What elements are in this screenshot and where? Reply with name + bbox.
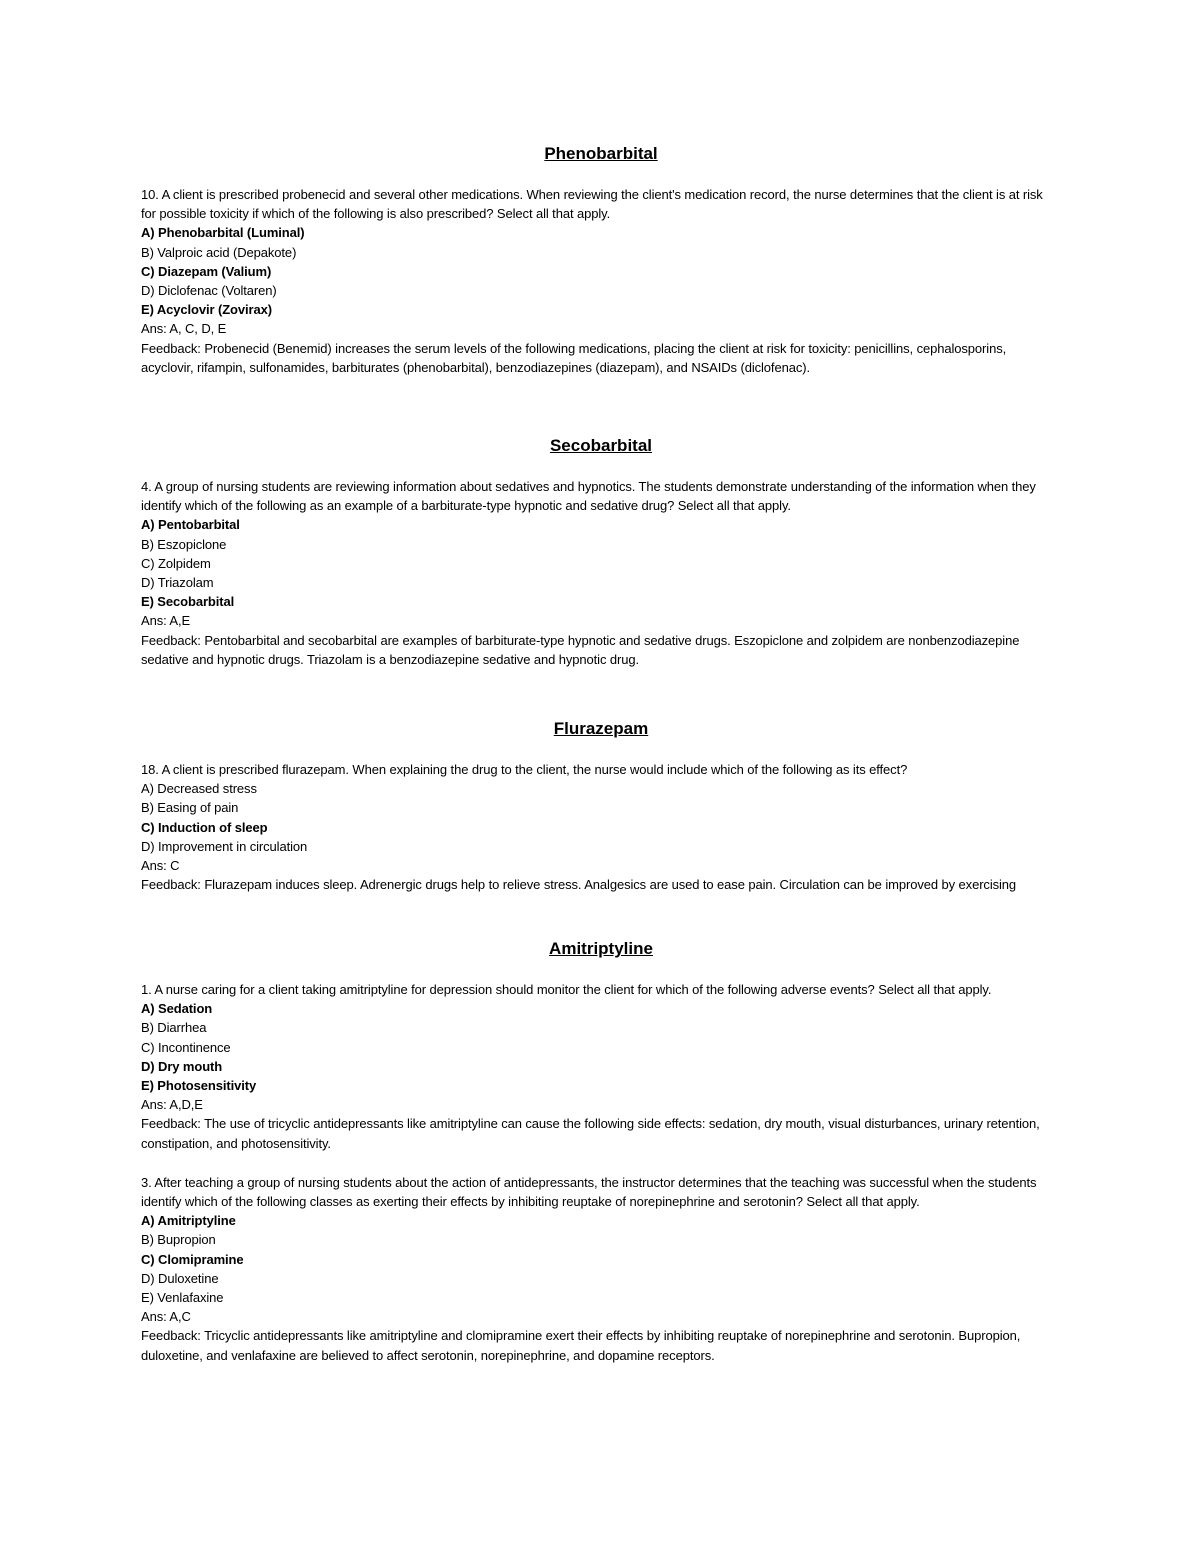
section-phenobarbital: [141, 143, 1061, 377]
question-text: 4. A group of nursing students are reviewing information about sedatives and hypnotics. The students demonstrate understanding of the information when they identify which of the following as an example of a barbiturate-type hypnotic and sedative drug? Select all that apply.: [141, 479, 1040, 514]
question-text: 10. A client is prescribed probenecid and several other medications. When reviewing the client's medication record, the nurse determines that the client is at risk for possible toxicity if which of the following is also prescribed? Select all that apply.: [141, 187, 1047, 222]
feedback-text: Feedback: Pentobarbital and secobarbital are examples of barbiturate-type hypnotic and sedative drugs. Eszopiclone and zolpidem are nonbenzodiazepine sedative and hypnotic drugs. Triazolam is a benzodiazepine sedative and hypnotic drug.: [141, 632, 1023, 667]
question-text: 3. After teaching a group of nursing students about the action of antidepressants, the instructor determines that the teaching was successful when the students identify which of the following classes as exerting their effects by inhibiting reuptake of norepinephrine and serotonin? Select all that apply.: [141, 1174, 1040, 1210]
answer-option: C) Incontinence: [141, 1039, 231, 1055]
section-title: Amitriptyline: [549, 939, 653, 958]
feedback-text: Feedback: Probenecid (Benemid) increases the serum levels of the following medications, placing the client at risk for toxicity: penicillins, cephalosporins, acyclovir, rifampin, sulfonamides, barbiturates (phenobarbital), benzodiazepines (diazepam), and NSAIDs (diclofenac).: [141, 340, 1010, 375]
answer-option: C) Clomipramine: [141, 1251, 244, 1267]
answer-option: B) Bupropion: [141, 1232, 216, 1248]
feedback-text: Feedback: Flurazepam induces sleep. Adrenergic drugs help to relieve stress. Analgesics are used to ease pain. Circulation can be improved by exercising: [141, 877, 1017, 893]
answer-option: D) Triazolam: [141, 575, 214, 591]
section-title: Phenobarbital: [544, 144, 658, 163]
answer-option: B) Valproic acid (Depakote): [141, 244, 297, 260]
answer-option: A) Sedation: [141, 1001, 213, 1017]
section-amitriptyline: [141, 938, 1061, 1365]
answer-option: B) Easing of pain: [141, 800, 239, 816]
answer-option: D) Dry mouth: [141, 1058, 223, 1074]
feedback-text: Feedback: Tricyclic antidepressants like amitriptyline and clomipramine exert their effects by inhibiting reuptake of norepinephrine and serotonin. Bupropion, duloxetine, and venlafaxine are believed to affect serotonin, norepinephrine, and dopamine receptors.: [141, 1328, 1024, 1363]
answer-option: E) Photosensitivity: [141, 1078, 257, 1094]
answer-option: B) Eszopiclone: [141, 536, 227, 552]
answer-option: B) Diarrhea: [141, 1020, 207, 1036]
answer-option: E) Secobarbital: [141, 594, 235, 610]
answer-option: A) Decreased stress: [141, 781, 257, 797]
feedback-text: Feedback: The use of tricyclic antidepressants like amitriptyline can cause the following side effects: sedation, dry mouth, visual disturbances, urinary retention, constipation, and photosensitivity.: [141, 1116, 1044, 1151]
section-title: Flurazepam: [553, 719, 649, 738]
answer-option: C) Zolpidem: [141, 555, 211, 571]
answer-option: E) Venlafaxine: [141, 1290, 224, 1306]
answer-key: Ans: C: [141, 858, 180, 874]
question-text: 18. A client is prescribed flurazepam. When explaining the drug to the client, the nurse would include which of the following as its effect?: [141, 762, 908, 777]
answer-option: E) Acyclovir (Zovirax): [141, 302, 272, 318]
answer-key: Ans: A,D,E: [141, 1097, 203, 1113]
answer-key: Ans: A,C: [141, 1309, 191, 1325]
answer-option: A) Amitriptyline: [141, 1213, 236, 1229]
answer-option: A) Pentobarbital: [141, 517, 240, 533]
answer-option: A) Phenobarbital (Luminal): [141, 225, 305, 241]
answer-option: D) Diclofenac (Voltaren): [141, 283, 277, 299]
answer-option: C) Induction of sleep: [141, 819, 268, 835]
answer-option: C) Diazepam (Valium): [141, 263, 272, 279]
section-flurazepam: [141, 718, 1061, 894]
answer-key: Ans: A, C, D, E: [141, 321, 227, 337]
question-text: 1. A nurse caring for a client taking amitriptyline for depression should monitor the client for which of the following adverse events? Select all that apply.: [141, 982, 992, 997]
answer-option: D) Duloxetine: [141, 1270, 219, 1286]
answer-option: D) Improvement in circulation: [141, 838, 308, 854]
section-title: Secobarbital: [549, 436, 653, 455]
answer-key: Ans: A,E: [141, 613, 191, 629]
section-secobarbital: [141, 435, 1061, 669]
